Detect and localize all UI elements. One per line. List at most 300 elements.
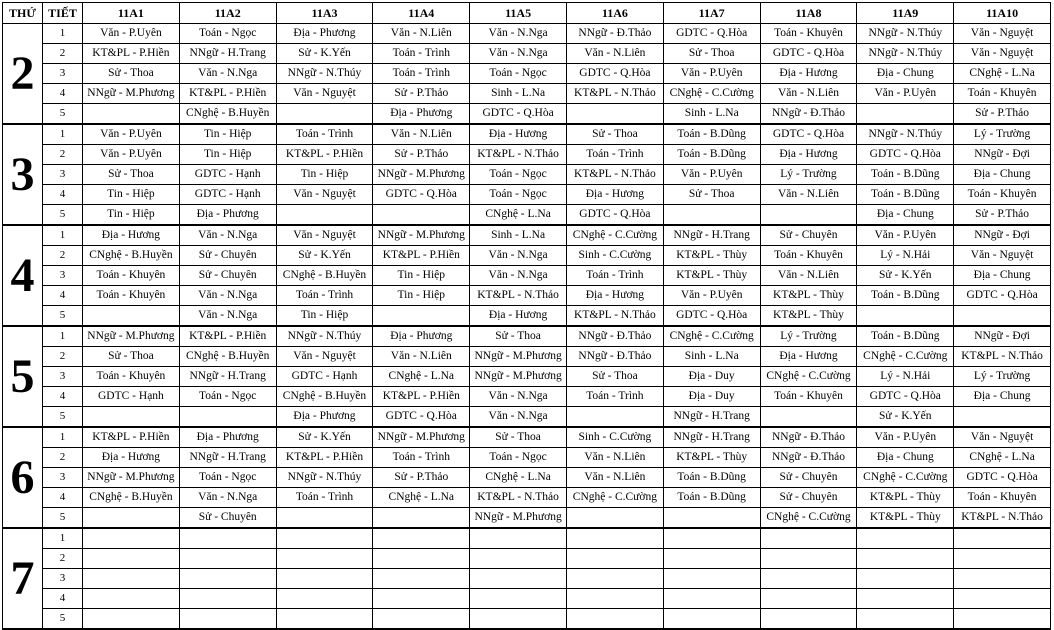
- lesson-cell: Lý - Trường: [954, 367, 1051, 387]
- lesson-cell: KT&PL - Thùy: [663, 448, 760, 468]
- period-number: 4: [43, 387, 83, 407]
- lesson-cell: NNgữ - Đ.Thảo: [566, 24, 663, 44]
- lesson-cell: [470, 569, 567, 589]
- lesson-cell: KT&PL - N.Thảo: [470, 145, 567, 165]
- lesson-cell: NNgữ - M.Phương: [83, 326, 180, 347]
- lesson-cell: CNghệ - B.Huyền: [83, 488, 180, 508]
- lesson-cell: KT&PL - Thùy: [760, 286, 857, 306]
- lesson-cell: Văn - N.Liên: [760, 266, 857, 286]
- header-class: 11A1: [83, 3, 180, 24]
- lesson-cell: Sử - Thoa: [663, 44, 760, 64]
- lesson-cell: [83, 589, 180, 609]
- lesson-cell: GDTC - Q.Hòa: [857, 387, 954, 407]
- lesson-cell: [83, 569, 180, 589]
- lesson-cell: Địa - Hương: [83, 448, 180, 468]
- lesson-cell: Sử - Chuyên: [760, 225, 857, 246]
- lesson-cell: KT&PL - N.Thảo: [954, 508, 1051, 529]
- lesson-cell: Sử - P.Thảo: [373, 84, 470, 104]
- lesson-cell: Văn - N.Nga: [179, 225, 276, 246]
- period-row: [3, 347, 1051, 367]
- lesson-cell: [663, 549, 760, 569]
- lesson-cell: KT&PL - P.Hiền: [83, 44, 180, 64]
- period-number: 5: [43, 508, 83, 529]
- lesson-cell: CNghệ - C.Cường: [663, 326, 760, 347]
- lesson-cell: NNgữ - Đợi: [954, 326, 1051, 347]
- lesson-cell: [470, 528, 567, 549]
- lesson-cell: NNgữ - M.Phương: [83, 84, 180, 104]
- lesson-cell: GDTC - Q.Hòa: [760, 124, 857, 145]
- lesson-cell: NNgữ - H.Trang: [179, 367, 276, 387]
- lesson-cell: KT&PL - P.Hiền: [179, 326, 276, 347]
- lesson-cell: [954, 528, 1051, 549]
- lesson-cell: Văn - P.Uyên: [663, 64, 760, 84]
- lesson-cell: CNghệ - L.Na: [470, 468, 567, 488]
- lesson-cell: Văn - Nguyệt: [276, 84, 373, 104]
- lesson-cell: GDTC - Q.Hòa: [954, 468, 1051, 488]
- lesson-cell: Tin - Hiệp: [179, 124, 276, 145]
- lesson-cell: [663, 528, 760, 549]
- lesson-cell: CNghệ - C.Cường: [566, 488, 663, 508]
- lesson-cell: [179, 589, 276, 609]
- lesson-cell: Sử - Thoa: [470, 326, 567, 347]
- lesson-cell: GDTC - Q.Hòa: [857, 145, 954, 165]
- lesson-cell: Địa - Hương: [566, 286, 663, 306]
- lesson-cell: Toán - Ngọc: [470, 64, 567, 84]
- lesson-cell: [276, 104, 373, 125]
- lesson-cell: [373, 508, 470, 529]
- lesson-cell: NNgữ - M.Phương: [470, 508, 567, 529]
- lesson-cell: GDTC - Hạnh: [179, 185, 276, 205]
- lesson-cell: [83, 508, 180, 529]
- lesson-cell: [954, 569, 1051, 589]
- lesson-cell: KT&PL - Thùy: [663, 266, 760, 286]
- period-number: 4: [43, 488, 83, 508]
- lesson-cell: Toán - B.Dũng: [857, 185, 954, 205]
- timetable-body: [3, 24, 1051, 630]
- lesson-cell: Toán - Trình: [566, 387, 663, 407]
- lesson-cell: Địa - Phương: [179, 427, 276, 448]
- lesson-cell: Tin - Hiệp: [373, 266, 470, 286]
- lesson-cell: Sử - Chuyên: [179, 266, 276, 286]
- lesson-cell: NNgữ - H.Trang: [663, 225, 760, 246]
- period-number: 3: [43, 367, 83, 387]
- day-label: 3: [3, 124, 43, 225]
- lesson-cell: [276, 528, 373, 549]
- lesson-cell: [276, 589, 373, 609]
- lesson-cell: Toán - Khuyên: [83, 367, 180, 387]
- lesson-cell: [954, 306, 1051, 327]
- lesson-cell: [179, 528, 276, 549]
- lesson-cell: Văn - P.Uyên: [857, 84, 954, 104]
- header-thu: THỨ: [3, 3, 43, 24]
- lesson-cell: Toán - Ngọc: [470, 448, 567, 468]
- lesson-cell: NNgữ - Đ.Thảo: [760, 427, 857, 448]
- lesson-cell: [566, 569, 663, 589]
- lesson-cell: Tin - Hiệp: [83, 205, 180, 226]
- lesson-cell: Địa - Duy: [663, 367, 760, 387]
- lesson-cell: Địa - Chung: [954, 266, 1051, 286]
- lesson-cell: [760, 569, 857, 589]
- lesson-cell: Sử - Thoa: [83, 347, 180, 367]
- lesson-cell: NNgữ - H.Trang: [663, 427, 760, 448]
- lesson-cell: Văn - Nguyệt: [954, 427, 1051, 448]
- header-class: 11A10: [954, 3, 1051, 24]
- lesson-cell: CNghệ - L.Na: [373, 367, 470, 387]
- lesson-cell: NNgữ - M.Phương: [83, 468, 180, 488]
- lesson-cell: Văn - N.Liên: [373, 347, 470, 367]
- lesson-cell: KT&PL - N.Thảo: [566, 165, 663, 185]
- lesson-cell: Địa - Hương: [83, 225, 180, 246]
- lesson-cell: KT&PL - P.Hiền: [373, 387, 470, 407]
- lesson-cell: Địa - Phương: [373, 104, 470, 125]
- lesson-cell: Văn - N.Nga: [470, 44, 567, 64]
- period-row: [3, 589, 1051, 609]
- day-label: 6: [3, 427, 43, 528]
- lesson-cell: [857, 589, 954, 609]
- lesson-cell: Toán - Trình: [373, 44, 470, 64]
- lesson-cell: Văn - N.Liên: [760, 84, 857, 104]
- lesson-cell: NNgữ - H.Trang: [179, 448, 276, 468]
- lesson-cell: Văn - Nguyệt: [276, 347, 373, 367]
- lesson-cell: Sinh - L.Na: [663, 347, 760, 367]
- lesson-cell: [276, 569, 373, 589]
- lesson-cell: [760, 407, 857, 428]
- header-class: 11A2: [179, 3, 276, 24]
- lesson-cell: GDTC - Q.Hòa: [954, 286, 1051, 306]
- lesson-cell: CNghệ - B.Huyền: [179, 104, 276, 125]
- lesson-cell: GDTC - Hạnh: [276, 367, 373, 387]
- day-label: 7: [3, 528, 43, 629]
- period-row: [3, 145, 1051, 165]
- lesson-cell: KT&PL - P.Hiền: [179, 84, 276, 104]
- lesson-cell: Văn - N.Nga: [179, 306, 276, 327]
- lesson-cell: Sử - P.Thảo: [373, 145, 470, 165]
- lesson-cell: NNgữ - M.Phương: [373, 225, 470, 246]
- lesson-cell: Văn - N.Nga: [470, 387, 567, 407]
- period-number: 4: [43, 185, 83, 205]
- lesson-cell: [83, 306, 180, 327]
- lesson-cell: GDTC - Q.Hòa: [663, 306, 760, 327]
- period-row: [3, 468, 1051, 488]
- lesson-cell: NNgữ - Đợi: [954, 145, 1051, 165]
- lesson-cell: CNghệ - C.Cường: [663, 84, 760, 104]
- lesson-cell: KT&PL - Thùy: [857, 508, 954, 529]
- lesson-cell: [663, 589, 760, 609]
- lesson-cell: GDTC - Q.Hòa: [566, 64, 663, 84]
- period-number: 2: [43, 448, 83, 468]
- period-row: [3, 165, 1051, 185]
- lesson-cell: NNgữ - N.Thúy: [857, 44, 954, 64]
- lesson-cell: [470, 589, 567, 609]
- lesson-cell: [954, 549, 1051, 569]
- lesson-cell: KT&PL - Thùy: [663, 246, 760, 266]
- lesson-cell: Tin - Hiệp: [179, 145, 276, 165]
- lesson-cell: Toán - Ngọc: [470, 185, 567, 205]
- lesson-cell: CNghệ - B.Huyền: [179, 347, 276, 367]
- period-number: 5: [43, 205, 83, 226]
- period-row: [3, 448, 1051, 468]
- lesson-cell: Văn - N.Nga: [470, 407, 567, 428]
- period-row: [3, 246, 1051, 266]
- day-label: 4: [3, 225, 43, 326]
- lesson-cell: Văn - Nguyệt: [954, 44, 1051, 64]
- period-number: 1: [43, 326, 83, 347]
- lesson-cell: KT&PL - P.Hiền: [276, 448, 373, 468]
- lesson-cell: KT&PL - Thùy: [857, 488, 954, 508]
- period-row: [3, 24, 1051, 44]
- lesson-cell: [373, 569, 470, 589]
- lesson-cell: Toán - Trình: [373, 448, 470, 468]
- lesson-cell: Văn - N.Nga: [179, 64, 276, 84]
- lesson-cell: Sinh - L.Na: [470, 84, 567, 104]
- lesson-cell: Toán - Trình: [276, 488, 373, 508]
- lesson-cell: Văn - N.Liên: [566, 44, 663, 64]
- period-number: 1: [43, 225, 83, 246]
- lesson-cell: Địa - Chung: [857, 448, 954, 468]
- period-number: 2: [43, 549, 83, 569]
- period-row: [3, 286, 1051, 306]
- lesson-cell: Văn - P.Uyên: [663, 165, 760, 185]
- lesson-cell: [373, 528, 470, 549]
- lesson-cell: KT&PL - N.Thảo: [566, 306, 663, 327]
- lesson-cell: GDTC - Q.Hòa: [760, 44, 857, 64]
- lesson-cell: Toán - B.Dũng: [857, 165, 954, 185]
- lesson-cell: KT&PL - N.Thảo: [954, 347, 1051, 367]
- lesson-cell: GDTC - Q.Hòa: [566, 205, 663, 226]
- lesson-cell: Sinh - C.Cường: [566, 427, 663, 448]
- lesson-cell: Văn - N.Liên: [566, 468, 663, 488]
- lesson-cell: NNgữ - Đ.Thảo: [760, 104, 857, 125]
- lesson-cell: CNghệ - C.Cường: [566, 225, 663, 246]
- lesson-cell: NNgữ - H.Trang: [663, 407, 760, 428]
- lesson-cell: NNgữ - H.Trang: [179, 44, 276, 64]
- period-number: 3: [43, 165, 83, 185]
- lesson-cell: KT&PL - N.Thảo: [470, 286, 567, 306]
- lesson-cell: Văn - Nguyệt: [954, 24, 1051, 44]
- lesson-cell: KT&PL - P.Hiền: [83, 427, 180, 448]
- lesson-cell: NNgữ - N.Thúy: [857, 124, 954, 145]
- header-class: 11A6: [566, 3, 663, 24]
- lesson-cell: Toán - Khuyên: [954, 84, 1051, 104]
- lesson-cell: Văn - Nguyệt: [276, 185, 373, 205]
- lesson-cell: NNgữ - M.Phương: [470, 347, 567, 367]
- lesson-cell: Địa - Hương: [760, 347, 857, 367]
- lesson-cell: GDTC - Hạnh: [83, 387, 180, 407]
- lesson-cell: Toán - Khuyên: [954, 185, 1051, 205]
- lesson-cell: NNgữ - N.Thúy: [276, 468, 373, 488]
- lesson-cell: KT&PL - Thùy: [760, 306, 857, 327]
- lesson-cell: Toán - Trình: [566, 266, 663, 286]
- lesson-cell: [857, 528, 954, 549]
- lesson-cell: NNgữ - Đ.Thảo: [566, 326, 663, 347]
- lesson-cell: Lý - N.Hải: [857, 246, 954, 266]
- lesson-cell: Sử - Thoa: [566, 367, 663, 387]
- period-row: [3, 549, 1051, 569]
- period-row: [3, 407, 1051, 428]
- lesson-cell: CNghệ - L.Na: [373, 488, 470, 508]
- period-row: [3, 326, 1051, 347]
- lesson-cell: [373, 549, 470, 569]
- lesson-cell: Sử - Chuyên: [179, 508, 276, 529]
- period-number: 5: [43, 609, 83, 630]
- lesson-cell: Văn - P.Uyên: [83, 124, 180, 145]
- period-row: [3, 528, 1051, 549]
- lesson-cell: Văn - Nguyệt: [276, 225, 373, 246]
- lesson-cell: [83, 549, 180, 569]
- lesson-cell: [373, 306, 470, 327]
- lesson-cell: NNgữ - M.Phương: [373, 427, 470, 448]
- lesson-cell: CNghệ - B.Huyền: [276, 266, 373, 286]
- lesson-cell: Sử - P.Thảo: [954, 205, 1051, 226]
- lesson-cell: Văn - N.Nga: [470, 246, 567, 266]
- lesson-cell: Địa - Phương: [179, 205, 276, 226]
- period-row: [3, 387, 1051, 407]
- lesson-cell: NNgữ - Đ.Thảo: [760, 448, 857, 468]
- lesson-cell: Địa - Chung: [954, 387, 1051, 407]
- lesson-cell: GDTC - Q.Hòa: [373, 185, 470, 205]
- lesson-cell: Sinh - L.Na: [470, 225, 567, 246]
- period-number: 5: [43, 104, 83, 125]
- lesson-cell: [83, 407, 180, 428]
- period-row: [3, 367, 1051, 387]
- lesson-cell: CNghệ - C.Cường: [760, 367, 857, 387]
- lesson-cell: [179, 549, 276, 569]
- lesson-cell: [663, 508, 760, 529]
- lesson-cell: NNgữ - Đ.Thảo: [566, 347, 663, 367]
- lesson-cell: Địa - Hương: [566, 185, 663, 205]
- day-label: 5: [3, 326, 43, 427]
- lesson-cell: [470, 549, 567, 569]
- lesson-cell: Toán - Khuyên: [760, 24, 857, 44]
- lesson-cell: Văn - P.Uyên: [83, 145, 180, 165]
- lesson-cell: [857, 549, 954, 569]
- lesson-cell: [566, 407, 663, 428]
- lesson-cell: Địa - Chung: [857, 64, 954, 84]
- lesson-cell: Sử - K.Yến: [276, 246, 373, 266]
- period-row: [3, 306, 1051, 327]
- lesson-cell: KT&PL - P.Hiền: [373, 246, 470, 266]
- lesson-cell: Toán - Trình: [373, 64, 470, 84]
- lesson-cell: Toán - Trình: [276, 286, 373, 306]
- lesson-cell: Toán - Khuyên: [760, 387, 857, 407]
- lesson-cell: Văn - N.Nga: [179, 286, 276, 306]
- lesson-cell: [760, 528, 857, 549]
- lesson-cell: NNgữ - M.Phương: [470, 367, 567, 387]
- lesson-cell: Sử - Thoa: [83, 165, 180, 185]
- lesson-cell: [857, 104, 954, 125]
- lesson-cell: [276, 508, 373, 529]
- period-number: 3: [43, 468, 83, 488]
- period-row: [3, 84, 1051, 104]
- lesson-cell: CNghệ - C.Cường: [760, 508, 857, 529]
- lesson-cell: Văn - P.Uyên: [857, 427, 954, 448]
- period-row: [3, 266, 1051, 286]
- lesson-cell: [760, 549, 857, 569]
- lesson-cell: Lý - Trường: [760, 165, 857, 185]
- lesson-cell: Văn - N.Liên: [373, 24, 470, 44]
- lesson-cell: GDTC - Q.Hòa: [470, 104, 567, 125]
- lesson-cell: Sử - K.Yến: [857, 407, 954, 428]
- lesson-cell: Địa - Phương: [276, 407, 373, 428]
- lesson-cell: Địa - Duy: [663, 387, 760, 407]
- period-number: 2: [43, 347, 83, 367]
- lesson-cell: [373, 205, 470, 226]
- lesson-cell: KT&PL - N.Thảo: [566, 84, 663, 104]
- lesson-cell: Văn - N.Nga: [470, 24, 567, 44]
- lesson-cell: NNgữ - N.Thúy: [276, 326, 373, 347]
- day-label: 2: [3, 24, 43, 125]
- lesson-cell: Văn - P.Uyên: [83, 24, 180, 44]
- period-row: [3, 508, 1051, 529]
- lesson-cell: GDTC - Q.Hòa: [373, 407, 470, 428]
- lesson-cell: Địa - Hương: [470, 124, 567, 145]
- period-number: 5: [43, 306, 83, 327]
- lesson-cell: Sinh - C.Cường: [566, 246, 663, 266]
- lesson-cell: [857, 306, 954, 327]
- timetable: [2, 2, 1051, 630]
- header-row: [3, 3, 1051, 24]
- lesson-cell: CNghệ - L.Na: [954, 64, 1051, 84]
- lesson-cell: Lý - Trường: [760, 326, 857, 347]
- lesson-cell: CNghệ - L.Na: [954, 448, 1051, 468]
- period-number: 1: [43, 24, 83, 44]
- period-number: 5: [43, 407, 83, 428]
- period-number: 3: [43, 569, 83, 589]
- lesson-cell: Tin - Hiệp: [276, 306, 373, 327]
- lesson-cell: Toán - Ngọc: [470, 165, 567, 185]
- lesson-cell: [857, 569, 954, 589]
- period-row: [3, 205, 1051, 226]
- lesson-cell: Toán - B.Dũng: [857, 326, 954, 347]
- lesson-cell: Toán - Ngọc: [179, 387, 276, 407]
- lesson-cell: [954, 407, 1051, 428]
- header-class: 11A4: [373, 3, 470, 24]
- header-class: 11A3: [276, 3, 373, 24]
- period-number: 1: [43, 427, 83, 448]
- lesson-cell: Văn - P.Uyên: [857, 225, 954, 246]
- lesson-cell: Văn - P.Uyên: [663, 286, 760, 306]
- period-number: 1: [43, 124, 83, 145]
- lesson-cell: [83, 104, 180, 125]
- lesson-cell: KT&PL - N.Thảo: [470, 488, 567, 508]
- lesson-cell: Toán - Ngọc: [179, 24, 276, 44]
- period-number: 2: [43, 44, 83, 64]
- lesson-cell: Lý - N.Hải: [857, 367, 954, 387]
- header-class: 11A7: [663, 3, 760, 24]
- lesson-cell: Địa - Hương: [760, 64, 857, 84]
- lesson-cell: Địa - Hương: [760, 145, 857, 165]
- lesson-cell: Địa - Phương: [373, 326, 470, 347]
- lesson-cell: NNgữ - N.Thúy: [857, 24, 954, 44]
- header-class: 11A5: [470, 3, 567, 24]
- lesson-cell: Sử - Chuyên: [179, 246, 276, 266]
- lesson-cell: Văn - N.Nga: [179, 488, 276, 508]
- period-number: 3: [43, 64, 83, 84]
- lesson-cell: [373, 589, 470, 609]
- lesson-cell: Văn - N.Nga: [470, 266, 567, 286]
- lesson-cell: Sử - K.Yến: [276, 44, 373, 64]
- lesson-cell: Sử - Thoa: [566, 124, 663, 145]
- lesson-cell: [83, 528, 180, 549]
- lesson-cell: CNghệ - B.Huyền: [276, 387, 373, 407]
- lesson-cell: Sử - Chuyên: [760, 488, 857, 508]
- lesson-cell: Toán - Ngọc: [179, 468, 276, 488]
- lesson-cell: Toán - Khuyên: [954, 488, 1051, 508]
- lesson-cell: [276, 549, 373, 569]
- lesson-cell: Tin - Hiệp: [276, 165, 373, 185]
- period-number: 4: [43, 589, 83, 609]
- lesson-cell: Địa - Phương: [276, 24, 373, 44]
